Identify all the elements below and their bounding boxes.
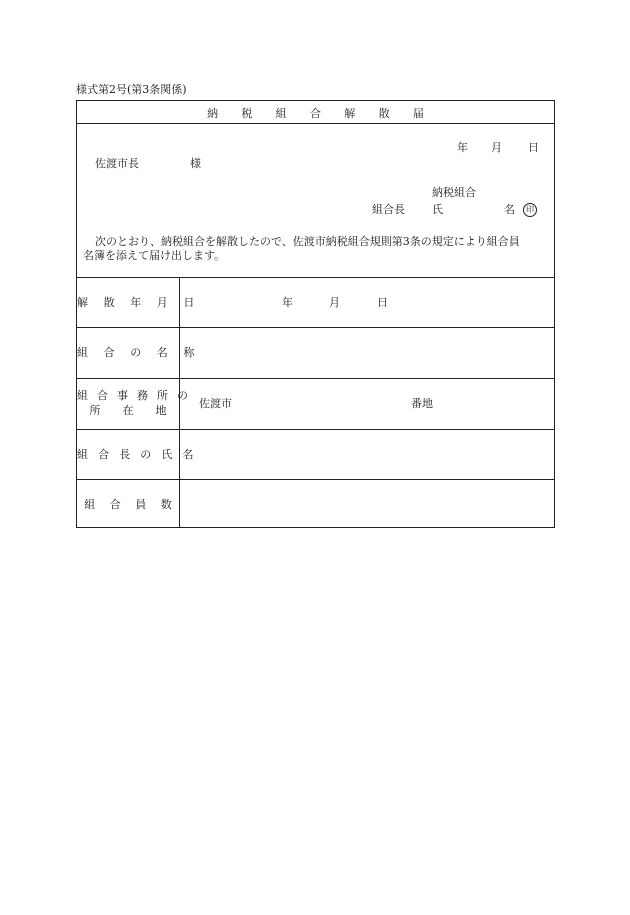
name-shi: 氏 <box>432 203 443 216</box>
row-label-member-count: 組 合 員 数 <box>84 498 172 511</box>
row-label-dissolution-date: 解 散 年 月 日 <box>77 296 201 309</box>
leader-name-field[interactable] <box>181 431 553 477</box>
leader-title: 組合長 <box>372 203 405 216</box>
row-label-association-name: 組 合 の 名 称 <box>77 346 201 359</box>
header-date-year: 年 <box>457 141 468 154</box>
row-divider <box>77 277 554 278</box>
addressee-honorific: 様 <box>190 157 201 170</box>
row-label-leader-name: 組 合 長 の 氏 名 <box>77 448 197 461</box>
addressee-name: 佐渡市長 <box>95 157 139 170</box>
office-banchi[interactable]: 番地 <box>411 397 433 410</box>
dissolution-year[interactable]: 年 <box>282 296 293 309</box>
statement-line-1: 次のとおり、納税組合を解散したので、佐渡市納税組合規則第3条の規定により組合員 <box>95 235 520 248</box>
seal-mark <box>523 203 537 217</box>
row-divider <box>77 429 554 430</box>
seal-icon: 印 <box>523 203 537 217</box>
title-divider <box>77 123 554 124</box>
row-divider <box>77 479 554 480</box>
row-divider <box>77 378 554 379</box>
form-reference: 様式第2号(第3条関係) <box>76 83 187 96</box>
association-label: 納税組合 <box>432 186 476 199</box>
row-label-office-line1: 組 合 事 務 所 の <box>77 389 191 402</box>
column-divider <box>179 277 180 527</box>
header-date-month: 月 <box>491 141 502 154</box>
row-label-office-line2: 所 在 地 <box>89 404 167 417</box>
form-title: 納 税 組 合 解 散 届 <box>207 107 434 120</box>
row-divider <box>77 327 554 328</box>
dissolution-day[interactable]: 日 <box>377 296 388 309</box>
member-count-field[interactable] <box>181 481 553 526</box>
statement-line-2: 名簿を添えて届け出します。 <box>83 249 226 262</box>
form-table <box>76 100 555 528</box>
office-city[interactable]: 佐渡市 <box>199 397 232 410</box>
header-date-day: 日 <box>528 141 539 154</box>
association-name-field[interactable] <box>181 329 553 375</box>
name-mei: 名 <box>504 203 515 216</box>
dissolution-month[interactable]: 月 <box>329 296 340 309</box>
